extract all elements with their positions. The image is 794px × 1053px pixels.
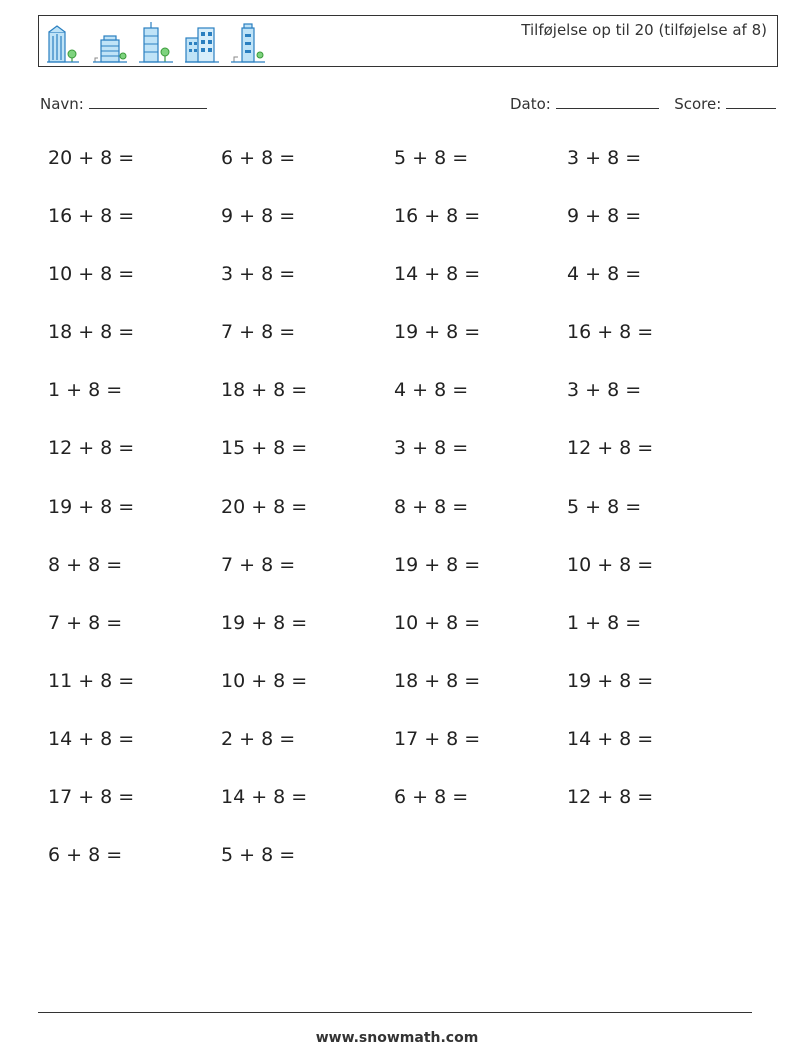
problem-item: 14 + 8 = xyxy=(48,727,135,750)
problem-item: 8 + 8 = xyxy=(48,553,123,576)
worksheet-title: Tilføjelse op til 20 (tilføjelse af 8) xyxy=(521,21,767,39)
problem-item: 14 + 8 = xyxy=(567,727,654,750)
problem-item: 8 + 8 = xyxy=(394,495,469,518)
problem-item: 1 + 8 = xyxy=(567,611,642,634)
problem-item: 6 + 8 = xyxy=(394,786,469,809)
problem-item: 5 + 8 = xyxy=(394,147,469,169)
problem-item: 12 + 8 = xyxy=(567,437,654,460)
problem-item: 7 + 8 = xyxy=(48,611,123,634)
problems-grid xyxy=(48,147,748,902)
problem-item: 6 + 8 = xyxy=(48,844,123,867)
date-label: Dato: xyxy=(510,95,551,113)
problem-item: 10 + 8 = xyxy=(567,553,654,576)
score-field[interactable] xyxy=(726,94,776,109)
problem-item: 19 + 8 = xyxy=(221,611,308,634)
problem-item: 3 + 8 = xyxy=(567,147,642,169)
problem-item: 16 + 8 = xyxy=(394,205,481,228)
problem-item: 4 + 8 = xyxy=(394,379,469,402)
footer-divider xyxy=(38,1012,752,1013)
score-label: Score: xyxy=(674,95,722,113)
problem-item: 10 + 8 = xyxy=(48,263,135,286)
name-row xyxy=(40,94,207,113)
name-field[interactable] xyxy=(89,94,207,109)
problem-item: 15 + 8 = xyxy=(221,437,308,460)
problem-item: 14 + 8 = xyxy=(221,786,308,809)
problem-item: 6 + 8 = xyxy=(221,147,296,169)
building-icon xyxy=(137,20,175,64)
problem-item: 18 + 8 = xyxy=(394,669,481,692)
problem-item: 7 + 8 = xyxy=(221,321,296,344)
problem-item: 19 + 8 = xyxy=(567,669,654,692)
problem-item: 20 + 8 = xyxy=(221,495,308,518)
problem-item: 16 + 8 = xyxy=(567,321,654,344)
building-icon xyxy=(183,20,221,64)
header-box xyxy=(38,15,778,67)
problem-item: 17 + 8 = xyxy=(394,727,481,750)
problem-item: 11 + 8 = xyxy=(48,669,135,692)
problem-item: 17 + 8 = xyxy=(48,786,135,809)
problem-item: 19 + 8 = xyxy=(394,321,481,344)
problem-item: 12 + 8 = xyxy=(48,437,135,460)
name-label: Navn: xyxy=(40,95,84,113)
problem-item: 14 + 8 = xyxy=(394,263,481,286)
problem-item: 18 + 8 = xyxy=(221,379,308,402)
problem-item: 5 + 8 = xyxy=(567,495,642,518)
problem-item: 3 + 8 = xyxy=(394,437,469,460)
problem-item: 18 + 8 = xyxy=(48,321,135,344)
problem-item: 1 + 8 = xyxy=(48,379,123,402)
problem-item: 12 + 8 = xyxy=(567,786,654,809)
problem-item: 20 + 8 = xyxy=(48,147,135,169)
building-icon xyxy=(45,20,83,64)
problem-item: 3 + 8 = xyxy=(567,379,642,402)
footer-url: www.snowmath.com xyxy=(315,1030,479,1046)
date-field[interactable] xyxy=(556,94,659,109)
problem-item: 4 + 8 = xyxy=(567,263,642,286)
problem-item: 19 + 8 = xyxy=(48,495,135,518)
problem-item: 3 + 8 = xyxy=(221,263,296,286)
problem-item: 10 + 8 = xyxy=(221,669,308,692)
header-icons xyxy=(45,20,275,64)
building-icon xyxy=(91,20,129,64)
problem-item: 5 + 8 = xyxy=(221,844,296,867)
date-score-row xyxy=(510,94,776,113)
problem-item: 19 + 8 = xyxy=(394,553,481,576)
problem-item: 2 + 8 = xyxy=(221,727,296,750)
problem-item: 10 + 8 = xyxy=(394,611,481,634)
problem-item: 9 + 8 = xyxy=(221,205,296,228)
problem-item: 7 + 8 = xyxy=(221,553,296,576)
problem-item: 16 + 8 = xyxy=(48,205,135,228)
building-icon xyxy=(229,20,267,64)
problem-item: 9 + 8 = xyxy=(567,205,642,228)
